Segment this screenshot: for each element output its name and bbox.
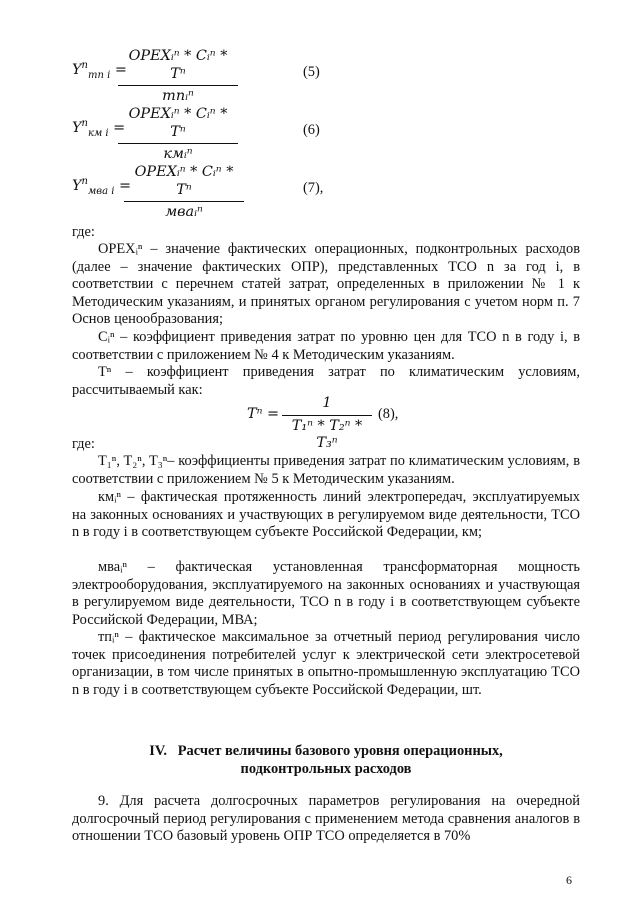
- formula-7-numerator: OPEXᵢⁿ * Cᵢⁿ * Tⁿ: [134, 164, 234, 198]
- formula-8-denominator: T₁ⁿ * T₂ⁿ * T₃ⁿ: [291, 417, 363, 452]
- definition-tp: тпᵢⁿ – фактическое максимальное за отчетный период регулирования число точек присоединения потребителей услуг к электрической сети электросетевой организации, в том числе принятых в опытно-промышленную эксплуатацию ТСО n в году i в соответствующем субъекте Российской Федерации, шт.: [72, 629, 580, 698]
- formula-5-denominator: тпᵢⁿ: [162, 88, 194, 105]
- formula-6-numerator: OPEXᵢⁿ * Cᵢⁿ * Tⁿ: [128, 106, 228, 140]
- section-heading: [72, 743, 580, 778]
- formula-5-fraction: [118, 48, 238, 106]
- formula-8-numerator: 1: [322, 395, 332, 411]
- formula-8-fraction: [282, 395, 372, 453]
- page-number: 6: [566, 873, 572, 887]
- definition-c: Cᵢⁿ – коэффициент приведения затрат по уровню цен для ТСО n в году i, в соответствии с приложением № 4 к Методическим указаниям.: [72, 329, 580, 363]
- section-heading-line: IV. Расчет величины базового уровня операционных,: [149, 743, 503, 759]
- formula-7-denominator: мваᵢⁿ: [165, 204, 203, 221]
- equation-number-5: (5): [303, 64, 320, 80]
- paragraph-9: 9. Для расчета долгосрочных параметров регулирования на очередной долгосрочный период регулирования с применением метода сравнения аналогов в отношении ТСО базовый уровень ОПР ТСО определяется в 70%: [72, 793, 580, 845]
- equation-number-7: (7),: [303, 180, 324, 196]
- definition-opex: OPEXᵢⁿ – значение фактических операционных, подконтрольных расходов (далее – значение фактических ОПР), представленных ТСО n за год i, в соответствии с перечнем статей затрат, определенных в приложении № 1 к Методическим указаниям, и принятых органом регулирования с учетом норм п. 7 Основ ценообразования;: [72, 241, 580, 328]
- formula-7-fraction: [124, 164, 244, 222]
- formula-5-numerator: OPEXᵢⁿ * Cᵢⁿ * Tⁿ: [128, 48, 228, 82]
- formula-6-lhs: $Y^n_{км i}$ =: [72, 118, 126, 139]
- equation-number-8: (8),: [378, 406, 399, 422]
- definition-t123: T₁ⁿ, T₂ⁿ, T₃ⁿ– коэффициенты приведения затрат по климатическим условиям, в соответствии с приложением № 5 к Методическим указаниям.: [72, 453, 580, 487]
- formula-5-lhs: $Y^n_{тп i}$ =: [72, 60, 127, 81]
- where-label: где:: [72, 436, 95, 452]
- section-heading-line: подконтрольных расходов: [240, 760, 412, 777]
- definition-t: Tⁿ – коэффициент приведения затрат по климатическим условиям, рассчитываемый как:: [72, 364, 580, 398]
- formula-7-lhs: $Y^n_{мва i}$ =: [72, 176, 132, 197]
- formula-8-lhs: Tⁿ =: [247, 406, 280, 422]
- definition-km: кмᵢⁿ – фактическая протяженность линий электропередач, эксплуатируемых на законных основаниях и участвующих в регулируемом виде деятельности, ТСО n в году i в соответствующем субъекте Российской Федерации, км;: [72, 489, 580, 541]
- definition-mva: мваᵢⁿ – фактическая установленная трансформаторная мощность электрооборудования, эксплуатируемого на законных основаниях и участвующая в регулируемом виде деятельности, ТСО n в году i в соответствующем субъекте Российской Федерации, МВА;: [72, 559, 580, 628]
- equation-number-6: (6): [303, 122, 320, 138]
- formula-6-fraction: [118, 106, 238, 164]
- where-label: где:: [72, 224, 95, 240]
- formula-6-denominator: кмᵢⁿ: [163, 146, 193, 163]
